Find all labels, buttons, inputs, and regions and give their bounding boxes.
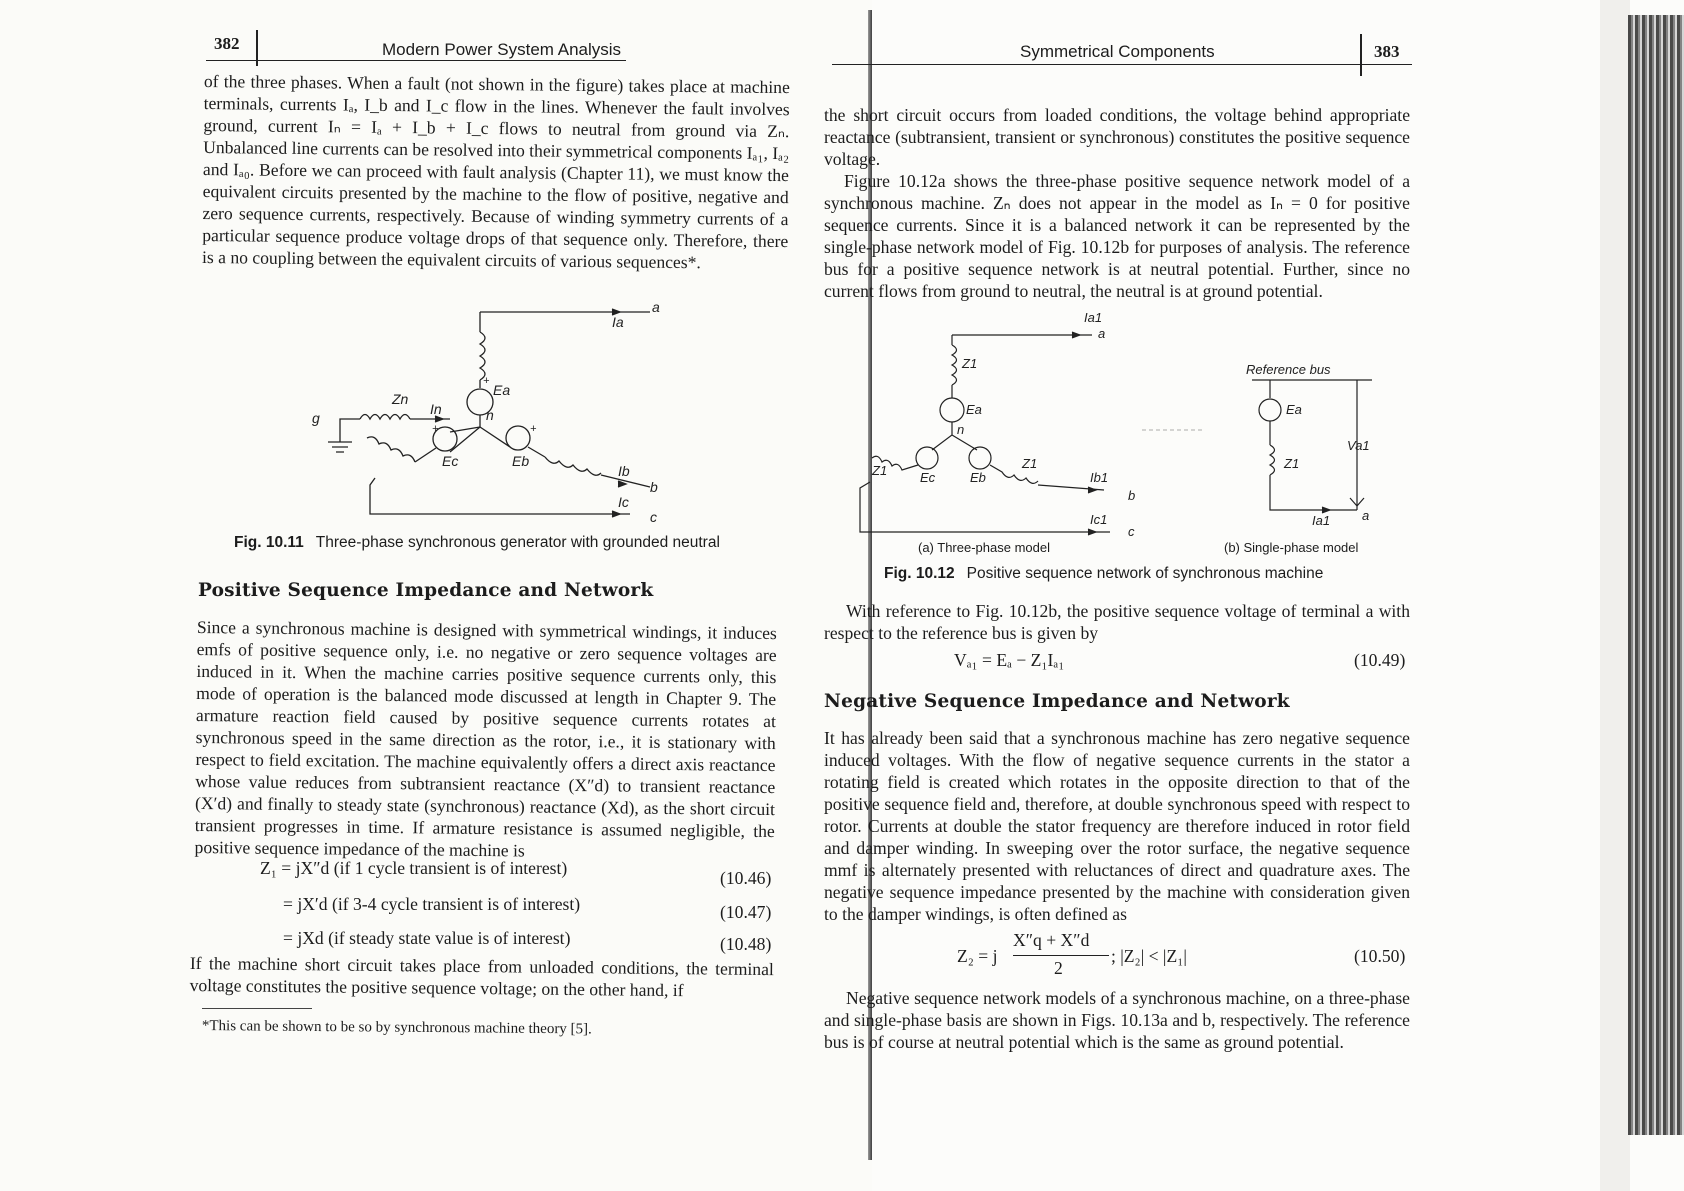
equation-number: (10.50) <box>1354 946 1406 966</box>
paragraph-4: It has already been said that a synchronous machine has zero negative sequence induced voltages. With the flow of negative sequence currents in the stator a rotating field is created which rotates in the opposite direction to that of the positive sequence field and, therefore, at double synchronous speed with respect to rotor. Currents at double the stator frequency are therefore induced in rotor field and damper winding. In sweeping over the rotor surface, the negative sequence mmf is alternately presented with reluctances of direct and quadrature axes. The negative sequence impedance presented by the machine with consideration given to the damper windings, is often defined as <box>824 728 1410 924</box>
label-va1: Va1 <box>1347 438 1370 453</box>
running-head: Symmetrical Components <box>1020 42 1215 61</box>
subcaption-b: (b) Single-phase model <box>1224 540 1359 555</box>
label-z1-b: Z1 <box>1022 456 1038 471</box>
equation-number: (10.48) <box>720 934 772 954</box>
label-ib: Ib <box>618 463 630 479</box>
subcaption-a: (a) Three-phase model <box>918 540 1050 555</box>
running-head: Modern Power System Analysis <box>382 40 622 59</box>
label-zn: Zn <box>392 391 409 407</box>
footnote: *This can be shown to be so by synchronous machine theory [5]. <box>201 1018 592 1038</box>
label-c: c <box>650 509 657 525</box>
ground-symbol <box>328 442 352 452</box>
label-z1: Z1 <box>962 356 978 371</box>
equation-10-49: Vₐ₁ = Eₐ − Z₁Iₐ₁ <box>954 650 1065 670</box>
page-number: 383 <box>1374 42 1400 61</box>
label-z1-c: Z1 <box>872 463 888 478</box>
figure-caption-label: Fig. 10.12 <box>884 565 955 582</box>
source-eb <box>506 426 530 450</box>
label-g: g <box>312 410 320 426</box>
figure-caption-text: Positive sequence network of synchronous machine <box>966 565 1324 582</box>
line-c <box>370 478 630 514</box>
coil-z1-b <box>1270 445 1275 475</box>
equation-numerator: X″q + X″d <box>1013 930 1090 950</box>
paragraph-3: With reference to Fig. 10.12b, the positive sequence voltage of terminal a with respect to the reference bus is given by <box>824 601 1410 643</box>
label-ic1: Ic1 <box>1090 512 1108 527</box>
source-ec <box>916 447 938 469</box>
label-b: b <box>650 479 658 495</box>
equation-number: (10.46) <box>720 868 772 888</box>
paragraph-2: Figure 10.12a shows the three-phase positive sequence network model of a synchronous machine. Zₙ does not appear in the model as Iₙ = 0 for positive sequence currents. Since it is a balanced network it can be represented by the single-phase network model of Fig. 10.12b for purposes of analysis. The reference bus for a positive sequence network is at neutral potential. Further, since no current flows from ground to neutral, the neutral is at ground potential. <box>824 171 1410 301</box>
label-in: In <box>430 401 442 417</box>
coil-b <box>545 457 601 475</box>
label-ia: Ia <box>612 314 624 330</box>
source-ea <box>940 398 964 422</box>
label-eb: Eb <box>970 470 986 485</box>
label-ea: Ea <box>966 402 982 417</box>
label-a: a <box>1098 326 1106 341</box>
equation-10-46: Z₁ = jX″d (if 1 cycle transient is of interest) <box>260 858 568 878</box>
figure-caption-text: Three-phase synchronous generator with grounded neutral <box>315 534 720 551</box>
equation-10-48: = jXd (if steady state value is of interest) <box>283 928 571 948</box>
paragraph-5: Negative sequence network models of a synchronous machine, on a three-phase and single-phase basis are shown in Figs. 10.13a and b, respectively. The reference bus is of course at neutral potential which is the same as ground potential. <box>824 988 1410 1052</box>
figure-10-12 <box>852 310 1372 540</box>
label-b: b <box>1128 488 1136 503</box>
coil-c <box>367 437 415 462</box>
section-paragraph: Since a synchronous machine is designed with symmetrical windings, it induces emfs of positive sequence only, i.e. no negative or zero sequence voltages are induced in it. When the machine carries positive sequence currents only, this mode of operation is the balanced mode discussed at length in Chapter 9. The armature reaction field caused by positive sequence currents rotates at synchronous speed in the same direction as the rotor, i.e., it is stationary with respect to field excitation. The machine equivalently offers a direct axis reactance whose value reduces from subtransient reactance (X″d) to transient reactance (X′d) and finally to steady state (synchronous) reactance (Xd), as the short circuit transient progresses in time. If armature resistance is assumed negligible, the positive sequence impedance of the machine is <box>194 616 777 861</box>
svg-text:+: + <box>432 423 439 435</box>
label-ic: Ic <box>618 494 629 510</box>
section-heading: Negative Sequence Impedance and Network <box>824 691 1290 712</box>
page-edge <box>1600 0 1630 1191</box>
page-number: 382 <box>214 34 240 53</box>
section-heading: Positive Sequence Impedance and Network <box>198 580 654 601</box>
line-ia1 <box>1270 475 1357 510</box>
label-a: a <box>652 299 660 315</box>
label-ec: Ec <box>920 470 936 485</box>
equation-number: (10.47) <box>720 902 772 922</box>
label-a-b: a <box>1362 508 1370 523</box>
equation-denominator: 2 <box>1054 958 1063 978</box>
header-rule <box>206 60 626 61</box>
source-ea-b <box>1259 399 1281 421</box>
label-ia1-b: Ia1 <box>1312 513 1331 528</box>
line-c1 <box>860 482 1110 532</box>
label-eb: Eb <box>512 453 530 469</box>
label-reference-bus: Reference bus <box>1246 362 1331 377</box>
footnote-rule <box>202 1008 312 1009</box>
source-eb <box>969 447 991 469</box>
closing-paragraph: If the machine short circuit takes place from unloaded conditions, the terminal voltage constitutes the positive sequence voltage; on the other hand, if <box>189 952 774 1001</box>
label-ia1: Ia1 <box>1084 310 1103 325</box>
label-n: n <box>486 407 494 423</box>
equation-10-47: = jX′d (if 3-4 cycle transient is of interest) <box>283 894 581 914</box>
page-stack-edge <box>1628 15 1684 1135</box>
right-page <box>824 0 1684 1191</box>
svg-text:+: + <box>483 375 490 387</box>
label-ec: Ec <box>442 453 459 469</box>
label-ea: Ea <box>493 382 511 398</box>
figure-10-11 <box>300 292 680 532</box>
svg-text:+: + <box>530 423 537 435</box>
equation-rhs: ; |Z₂| < |Z₁| <box>1111 946 1187 966</box>
label-n: n <box>957 422 965 437</box>
figure-caption <box>234 534 720 552</box>
coil-zn <box>360 415 410 420</box>
header-rule <box>832 64 1412 65</box>
equation-number: (10.49) <box>1354 650 1406 670</box>
header-divider <box>1360 34 1362 76</box>
label-ea-b: Ea <box>1286 402 1302 417</box>
equation-lhs: Z₂ = j <box>957 946 998 966</box>
coil-a <box>480 332 485 380</box>
coil-z1-a <box>952 345 957 385</box>
intro-paragraph: of the three phases. When a fault (not shown in the figure) takes place at machine terminals, currents Iₐ, I_b and I_c flow in the lines. Whenever the fault involves ground, current Iₙ = Iₐ + I_b + I_c flows to neutral from ground via Zₙ. Unbalanced line currents can be resolved into their symmetrical components Iₐ₁, Iₐ₂ and Iₐ₀. Before we can proceed with fault analysis (Chapter 11), we must know the equivalent circuits presented by the machine to the flow of positive, negative and zero sequence currents, respectively. Because of winding symmetry currents of a particular sequence produce voltage drops of that sequence only. Therefore, there is a no coupling between the equivalent circuits of various sequences*. <box>201 70 790 273</box>
figure-caption-label: Fig. 10.11 <box>234 534 304 551</box>
label-c: c <box>1128 524 1135 539</box>
label-z1-single: Z1 <box>1284 456 1300 471</box>
paragraph-1: the short circuit occurs from loaded conditions, the voltage behind appropriate reactance (subtransient, transient or synchronous) constitutes the positive sequence voltage. <box>824 105 1410 169</box>
figure-caption <box>884 565 1323 583</box>
label-ib1: Ib1 <box>1090 470 1109 485</box>
